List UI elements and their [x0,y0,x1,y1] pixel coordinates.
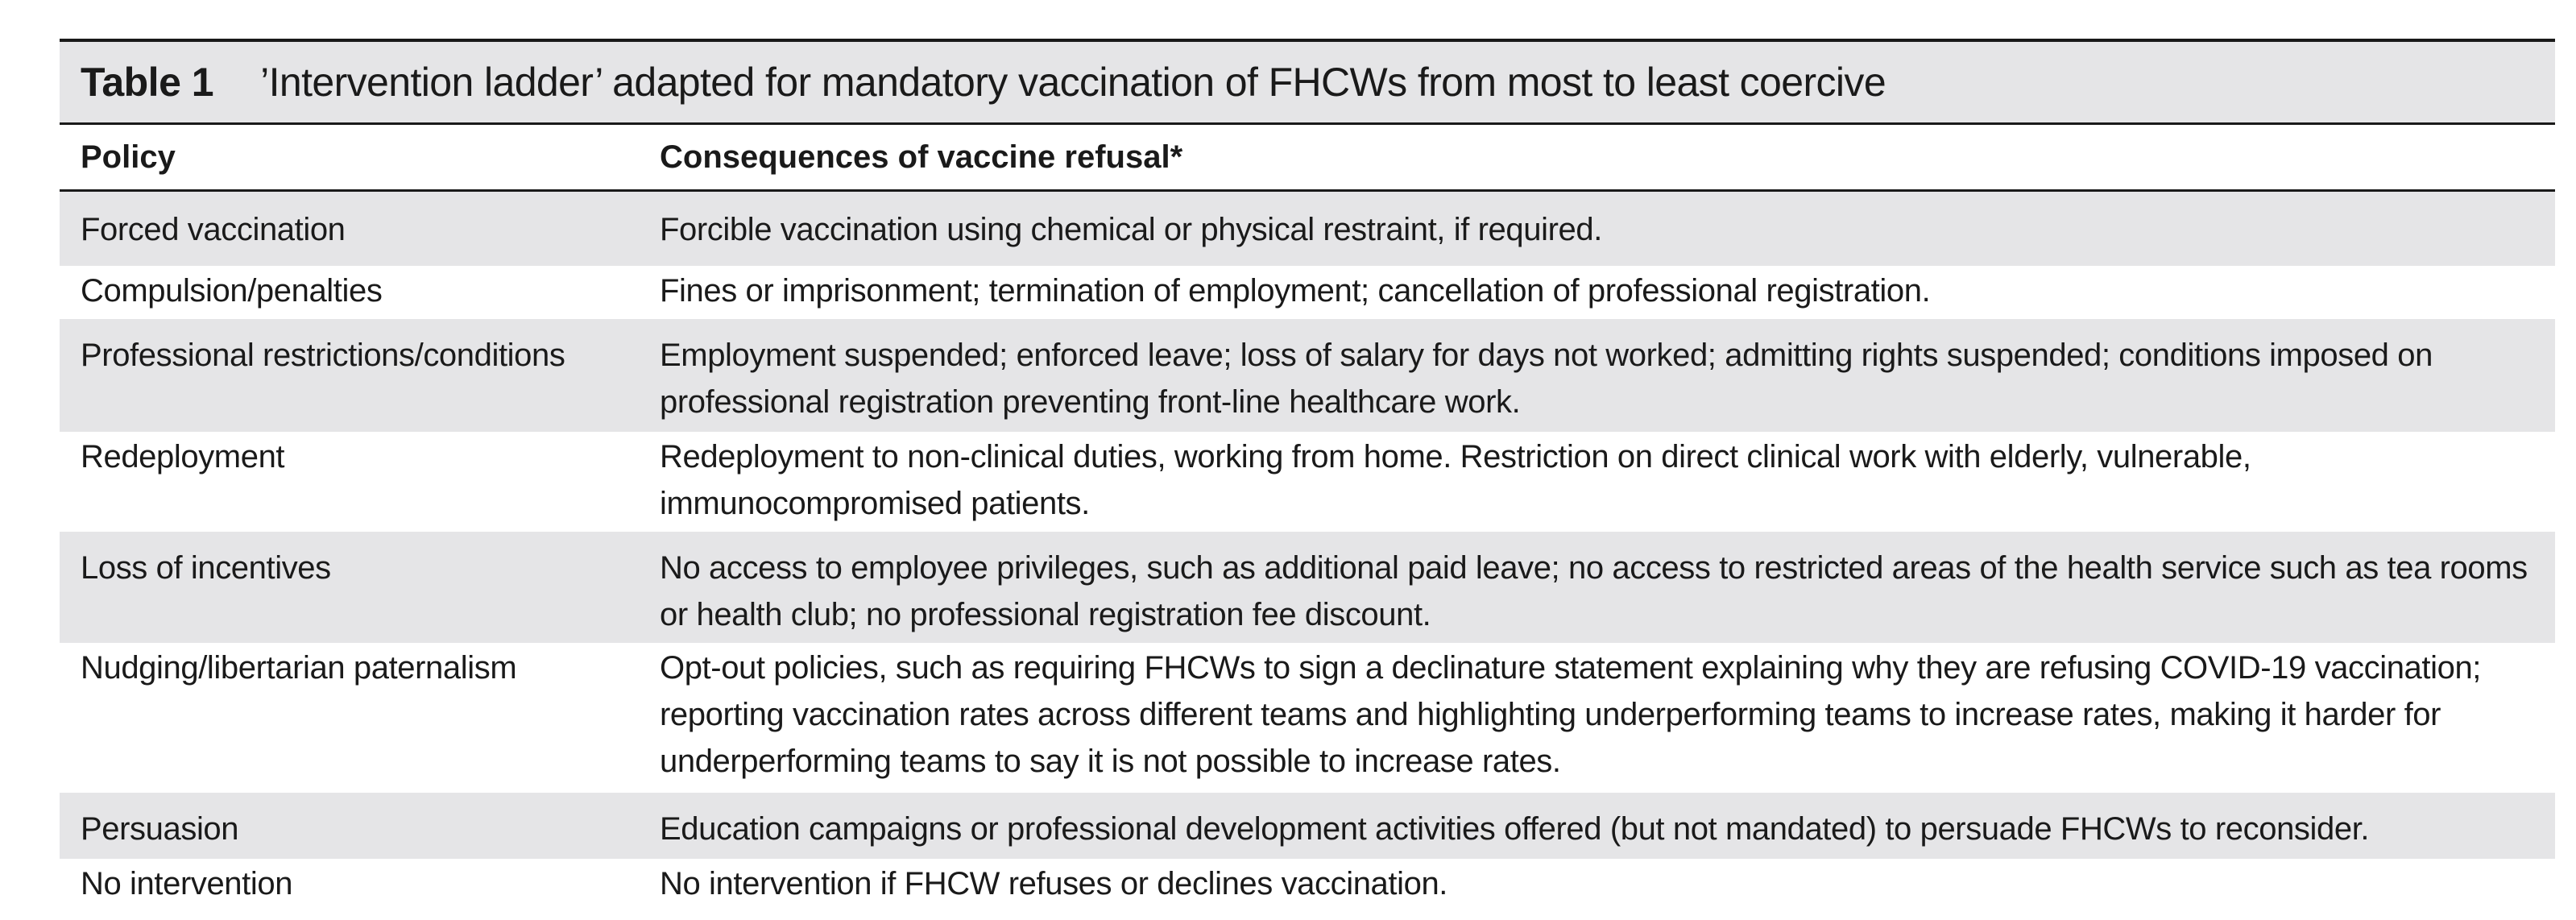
row-policy: Persuasion [81,811,239,847]
table-header-row [60,125,2555,189]
header-consequences: Consequences of vaccine refusal* [660,139,1183,175]
table-row [60,192,2555,266]
table-row [60,532,2555,643]
table-row [60,859,2555,909]
row-consequences: Redeployment to non-clinical duties, working from home. Restriction on direct clinical work with elderly, vulnerable, immunocompromised patients. [660,439,2251,521]
table-caption [60,42,2555,122]
row-consequences: Forcible vaccination using chemical or physical restraint, if required. [660,212,1602,247]
table-label: Table 1 [81,60,214,105]
row-consequences: Fines or imprisonment; termination of employment; cancellation of professional registration. [660,273,1931,309]
row-policy: Redeployment [81,439,285,475]
row-policy: Loss of incentives [81,550,331,586]
table-row [60,266,2555,319]
row-consequences: Employment suspended; enforced leave; loss of salary for days not worked; admitting rights suspended; conditions imposed on professional registration preventing front-line healthcare work. [660,338,2433,420]
table-row [60,319,2555,432]
row-consequences: Education campaigns or professional development activities offered (but not mandated) to persuade FHCWs to reconsider. [660,811,2370,847]
table-row [60,432,2555,532]
intervention-ladder-table [60,39,2555,909]
row-policy: Compulsion/penalties [81,273,383,309]
row-consequences: No access to employee privileges, such as additional paid leave; no access to restricted areas of the health service such as tea rooms or health club; no professional registration fee discount. [660,550,2528,632]
header-policy: Policy [81,139,176,175]
row-policy: Forced vaccination [81,212,346,247]
row-consequences: No intervention if FHCW refuses or declines vaccination. [660,866,1448,901]
table-title: ’Intervention ladder’ adapted for mandatory vaccination of FHCWs from most to least coercive [260,60,1886,105]
row-policy: Professional restrictions/conditions [81,338,565,373]
table-row [60,793,2555,859]
table-row [60,643,2555,793]
row-policy: No intervention [81,866,293,901]
row-policy: Nudging/libertarian paternalism [81,650,517,686]
row-consequences: Opt-out policies, such as requiring FHCWs to sign a declinature statement explaining why they are refusing COVID-19 vaccination; reporting vaccination rates across different teams and highlighting underperforming teams to increase rates, making it harder for underperforming teams to say it is not possible to increase rates. [660,650,2482,779]
